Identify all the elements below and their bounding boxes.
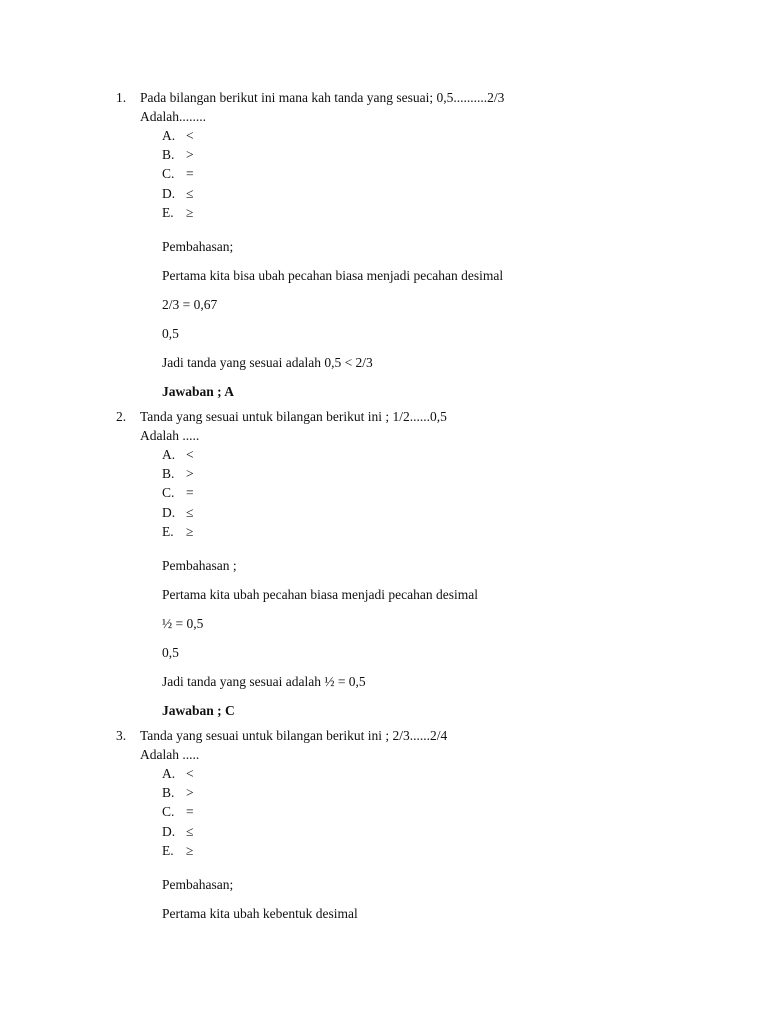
option-e bbox=[116, 841, 736, 860]
option-symbol: ≥ bbox=[186, 523, 194, 539]
option-c bbox=[116, 802, 736, 821]
option-symbol: ≥ bbox=[186, 842, 194, 858]
option-letter: B. bbox=[162, 466, 175, 482]
question-number: 1. bbox=[116, 90, 127, 105]
explanation-line: ½ = 0,5 bbox=[162, 615, 204, 631]
explanation-line: Pertama kita ubah pecahan biasa menjadi pecahan desimal bbox=[162, 586, 478, 602]
options-list bbox=[116, 126, 736, 222]
option-a bbox=[116, 764, 736, 783]
answer-line: Jawaban ; A bbox=[162, 383, 235, 399]
option-symbol: < bbox=[186, 128, 194, 143]
explanation-line: Jadi tanda yang sesuai adalah 0,5 < 2/3 bbox=[162, 354, 373, 370]
option-symbol: ≤ bbox=[186, 823, 194, 839]
explanation-line: Pertama kita ubah kebentuk desimal bbox=[162, 905, 358, 921]
option-symbol: ≥ bbox=[186, 204, 194, 220]
explanation-line: 0,5 bbox=[162, 644, 179, 660]
option-symbol: = bbox=[186, 485, 194, 501]
option-letter: A. bbox=[162, 447, 176, 462]
option-letter: B. bbox=[162, 147, 175, 163]
option-letter: B. bbox=[162, 785, 175, 801]
option-b bbox=[116, 145, 736, 164]
option-symbol: ≤ bbox=[186, 185, 194, 201]
option-e bbox=[116, 203, 736, 222]
option-letter: E. bbox=[162, 523, 174, 539]
question-prompt: Adalah........ bbox=[140, 109, 206, 124]
question-text: Tanda yang sesuai untuk bilangan berikut ini ; 1/2......0,5 bbox=[140, 409, 447, 424]
option-letter: C. bbox=[162, 485, 175, 501]
option-letter: D. bbox=[162, 823, 176, 839]
option-letter: E. bbox=[162, 204, 174, 220]
option-b bbox=[116, 783, 736, 802]
option-letter: A. bbox=[162, 128, 176, 143]
question-number: 2. bbox=[116, 409, 127, 424]
option-symbol: < bbox=[186, 447, 194, 462]
explanation-line: Pertama kita bisa ubah pecahan biasa menjadi pecahan desimal bbox=[162, 267, 504, 283]
explanation-heading: Pembahasan; bbox=[162, 238, 234, 254]
option-symbol: > bbox=[186, 466, 194, 482]
options-list bbox=[116, 445, 736, 541]
answer-line: Jawaban ; C bbox=[162, 702, 235, 718]
option-letter: D. bbox=[162, 185, 176, 201]
question-line bbox=[116, 407, 736, 426]
question-text: Pada bilangan berikut ini mana kah tanda yang sesuai; 0,5..........2/3 bbox=[140, 90, 505, 105]
question-number: 3. bbox=[116, 728, 127, 743]
explanation-line: Jadi tanda yang sesuai adalah ½ = 0,5 bbox=[162, 673, 366, 689]
option-e bbox=[116, 522, 736, 541]
option-a bbox=[116, 445, 736, 464]
explanation-line: 0,5 bbox=[162, 325, 179, 341]
explanation-heading: Pembahasan ; bbox=[162, 557, 237, 573]
question-2 bbox=[116, 407, 736, 720]
explanation-heading: Pembahasan; bbox=[162, 876, 234, 892]
option-symbol: > bbox=[186, 147, 194, 163]
option-symbol: < bbox=[186, 766, 194, 781]
question-3 bbox=[116, 726, 736, 923]
question-1 bbox=[116, 88, 736, 401]
option-symbol: ≤ bbox=[186, 504, 194, 520]
question-prompt: Adalah ..... bbox=[140, 747, 200, 762]
option-symbol: = bbox=[186, 166, 194, 182]
option-letter: C. bbox=[162, 804, 175, 820]
option-letter: C. bbox=[162, 166, 175, 182]
option-letter: E. bbox=[162, 842, 174, 858]
question-text: Tanda yang sesuai untuk bilangan berikut ini ; 2/3......2/4 bbox=[140, 728, 448, 743]
option-letter: D. bbox=[162, 504, 176, 520]
option-d bbox=[116, 503, 736, 522]
option-c bbox=[116, 164, 736, 183]
option-symbol: > bbox=[186, 785, 194, 801]
option-letter: A. bbox=[162, 766, 176, 781]
explanation-line: 2/3 = 0,67 bbox=[162, 296, 218, 312]
option-d bbox=[116, 822, 736, 841]
option-b bbox=[116, 464, 736, 483]
option-symbol: = bbox=[186, 804, 194, 820]
question-line bbox=[116, 726, 736, 745]
option-d bbox=[116, 184, 736, 203]
question-line bbox=[116, 88, 736, 107]
option-c bbox=[116, 483, 736, 502]
question-prompt: Adalah ..... bbox=[140, 428, 200, 443]
option-a bbox=[116, 126, 736, 145]
options-list bbox=[116, 764, 736, 860]
